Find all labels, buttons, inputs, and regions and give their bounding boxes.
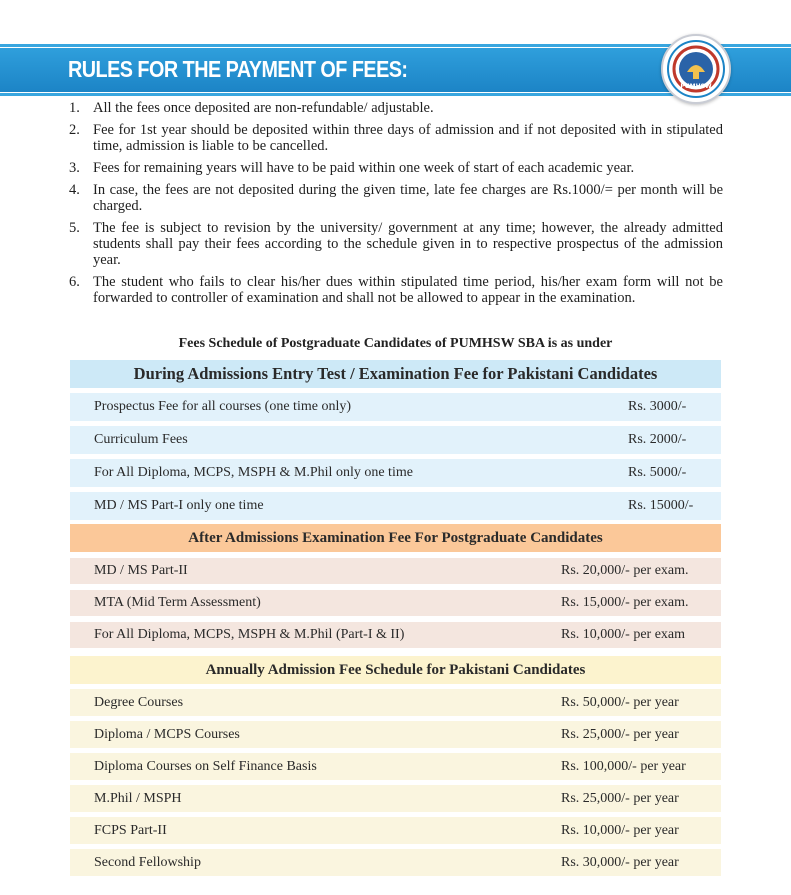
fee-amount: Rs. 30,000/- per year (561, 855, 679, 870)
rule-text: The student who fails to clear his/her dues within stipulated time period, his/her exam form will not be forwarded to controller of examination and shall not be allowed to appear in the examination. (93, 274, 723, 306)
fee-amount: Rs. 15,000/- per exam. (561, 595, 689, 610)
fee-row (70, 492, 721, 520)
rule-text: Fees for remaining years will have to be paid within one week of start of each academic year. (93, 160, 635, 176)
section-heading: Annually Admission Fee Schedule for Pakistani Candidates (70, 656, 721, 684)
fee-amount: Rs. 5000/- (628, 465, 687, 480)
fee-amount: Rs. 15000/- (628, 498, 694, 513)
section-heading: After Admissions Examination Fee For Postgraduate Candidates (70, 524, 721, 552)
fee-row (70, 753, 721, 780)
annual-admission-fee-table (70, 656, 721, 876)
fee-amount: Rs. 10,000/- per exam (561, 627, 686, 642)
rule-text: The fee is subject to revision by the university/ government at any time; however, the already admitted students shall pay their fees according to the schedule given in to respective prospectus of the admission year. (93, 220, 723, 268)
rule-item (0, 122, 791, 154)
fee-label: Prospectus Fee for all courses (one time only) (94, 399, 351, 414)
fee-amount: Rs. 10,000/- per year (561, 823, 679, 838)
post-admission-exam-fee-table (70, 524, 721, 648)
fee-row (70, 590, 721, 616)
fee-row (70, 459, 721, 487)
fee-label: Second Fellowship (94, 855, 201, 870)
rule-number: 1. (69, 100, 80, 116)
rule-item (0, 100, 791, 116)
fee-label: Diploma Courses on Self Finance Basis (94, 759, 317, 774)
fee-label: MD / MS Part-I only one time (94, 498, 264, 513)
fee-row (70, 622, 721, 648)
fee-row (70, 721, 721, 748)
rule-number: 4. (69, 182, 80, 198)
fee-label: For All Diploma, MCPS, MSPH & M.Phil (Part-I & II) (94, 627, 405, 642)
fee-label: M.Phil / MSPH (94, 791, 182, 806)
seal-icon (663, 36, 729, 102)
entry-test-fee-table (70, 360, 721, 520)
fee-label: MD / MS Part-II (94, 563, 188, 578)
rule-text: All the fees once deposited are non-refundable/ adjustable. (93, 100, 434, 116)
fee-label: Diploma / MCPS Courses (94, 727, 240, 742)
rule-item (0, 182, 791, 214)
fee-amount: Rs. 100,000/- per year (561, 759, 686, 774)
svg-text:PUMHSW: PUMHSW (680, 83, 712, 90)
fee-row (70, 849, 721, 876)
fee-row (70, 785, 721, 812)
fee-label: Curriculum Fees (94, 432, 188, 447)
rules-list (0, 100, 791, 312)
fee-amount: Rs. 25,000/- per year (561, 791, 679, 806)
fee-label: Degree Courses (94, 695, 184, 710)
rule-number: 3. (69, 160, 80, 176)
fee-row (70, 689, 721, 716)
fee-amount: Rs. 25,000/- per year (561, 727, 679, 742)
fee-row (70, 817, 721, 844)
fee-row (70, 393, 721, 421)
fee-label: For All Diploma, MCPS, MSPH & M.Phil only one time (94, 465, 413, 480)
fee-label: MTA (Mid Term Assessment) (94, 595, 261, 610)
rule-number: 6. (69, 274, 80, 290)
fee-amount: Rs. 3000/- (628, 399, 687, 414)
fee-amount: Rs. 50,000/- per year (561, 695, 679, 710)
rule-text: Fee for 1st year should be deposited within three days of admission and if not deposited with in stipulated time, admission is liable to be cancelled. (93, 122, 723, 154)
rule-text: In case, the fees are not deposited during the given time, late fee charges are Rs.1000/= per month will be charged. (93, 182, 723, 214)
university-logo (661, 34, 731, 104)
rule-item (0, 274, 791, 306)
rule-item (0, 160, 791, 176)
fee-row (70, 426, 721, 454)
fee-amount: Rs. 2000/- (628, 432, 687, 447)
section-heading: During Admissions Entry Test / Examination Fee for Pakistani Candidates (70, 360, 721, 388)
fee-row (70, 558, 721, 584)
rule-number: 2. (69, 122, 80, 138)
schedule-title: Fees Schedule of Postgraduate Candidates of PUMHSW SBA is as under (178, 336, 613, 351)
fee-amount: Rs. 20,000/- per exam. (561, 563, 689, 578)
page-title: RULES FOR THE PAYMENT OF FEES: (68, 56, 408, 82)
rule-number: 5. (69, 220, 80, 236)
rule-item (0, 220, 791, 268)
fee-label: FCPS Part-II (94, 823, 167, 838)
